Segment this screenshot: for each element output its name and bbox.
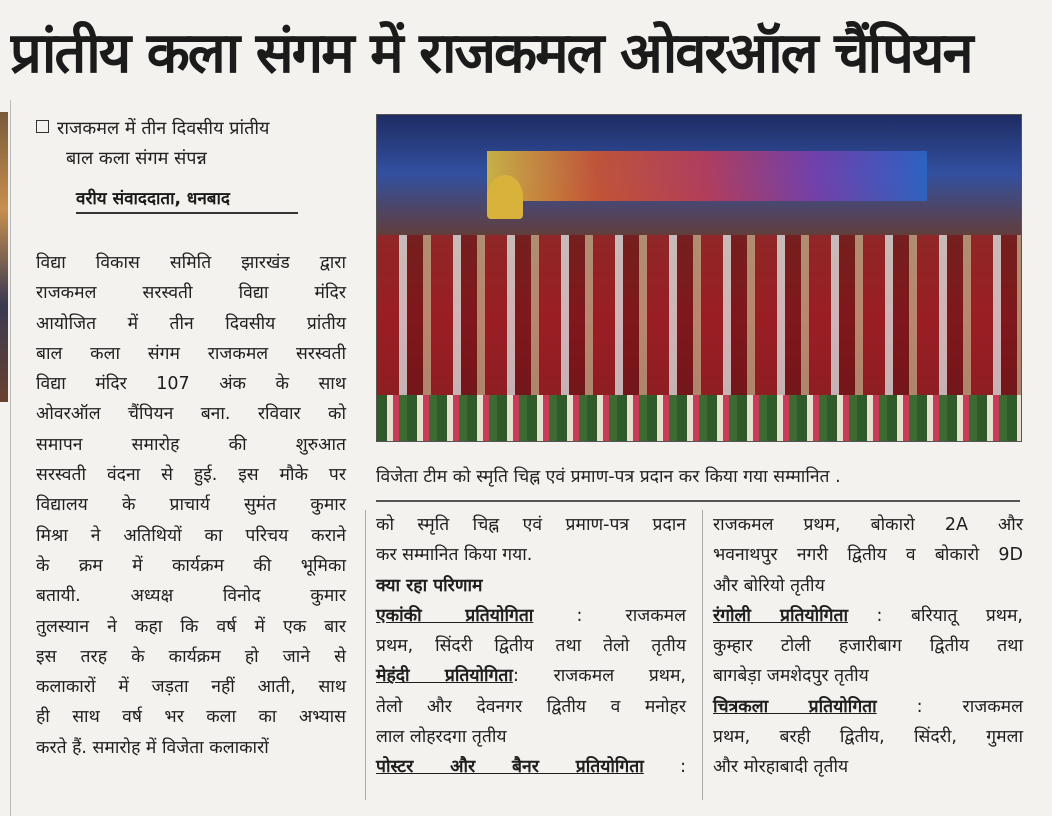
text-line: इस तरह के कार्यक्रम हो जाने से	[36, 646, 346, 667]
students-group	[377, 235, 1021, 405]
text-line: कर सम्मानित किया गया.	[376, 545, 533, 566]
checkbox-bullet-icon	[36, 120, 49, 133]
adjacent-photo-edge	[0, 112, 8, 402]
text-line: बतायी. अध्यक्ष विनोद कुमार	[36, 586, 346, 607]
text-line: आयोजित में तीन दिवसीय प्रांतीय	[36, 313, 346, 334]
headline: प्रांतीय कला संगम में राजकमल ओवरऑल चैंपियन	[10, 21, 972, 86]
text-line	[713, 692, 1023, 722]
text-line: विद्यालय के प्राचार्य सुमंत कुमार	[36, 495, 346, 516]
text-line	[376, 752, 686, 782]
text-line: मिश्रा ने अतिथियों का परिचय कराने	[36, 525, 346, 546]
text-fragment: : राजकमल	[876, 696, 1024, 717]
flower-decoration	[377, 395, 1021, 441]
text-fragment: : राजकमल	[533, 605, 686, 626]
caption-divider	[376, 500, 1020, 502]
deck	[36, 114, 356, 174]
text-line	[376, 601, 686, 631]
deck-line-2: बाल कला संगम संपन्न	[66, 148, 207, 169]
text-fragment: : राजकमल प्रथम,	[512, 666, 686, 687]
text-line: भवनाथपुर नगरी द्वितीय व बोकारो 9D	[713, 545, 1023, 566]
byline: वरीय संवाददाता, धनबाद	[76, 186, 298, 214]
text-line: ओवरऑल चैंपियन बना. रविवार को	[36, 404, 346, 425]
text-line: तुलस्यान ने कहा कि वर्ष में एक बार	[36, 616, 346, 637]
text-fragment: : बरियातू प्रथम,	[848, 605, 1023, 626]
text-line: सरस्वती वंदना से हुई. इस मौके पर	[36, 465, 346, 486]
category-label: एकांकी प्रतियोगिता	[376, 605, 534, 626]
award-ceremony-photo	[376, 114, 1022, 442]
text-line	[713, 601, 1023, 631]
text-line: करते हैं. समारोह में विजेता कलाकारों	[36, 737, 269, 758]
text-line: ही साथ वर्ष भर कला का अभ्यास	[36, 707, 346, 728]
trophy-icon	[487, 175, 523, 219]
result-heading: क्या रहा परिणाम	[376, 575, 483, 596]
text-line: बागबेड़ा जमशेदपुर तृतीय	[713, 666, 869, 687]
article-column-3	[713, 510, 1023, 783]
adjacent-article-edge	[0, 100, 11, 816]
text-line: को स्मृति चिह्न एवं प्रमाण-पत्र प्रदान	[376, 515, 686, 535]
text-line	[376, 661, 686, 691]
text-line: कुम्हार टोली हजारीबाग द्वितीय तथा	[713, 636, 1023, 657]
category-label: चित्रकला प्रतियोगिता	[713, 696, 877, 717]
text-line: विद्या विकास समिति झारखंड द्वारा	[36, 253, 346, 273]
text-line: के क्रम में कार्यक्रम की भूमिका	[36, 555, 346, 576]
article-column-1	[36, 248, 346, 763]
text-line: राजकमल प्रथम, बोकारो 2A और	[713, 515, 1023, 535]
category-label: मेहंदी प्रतियोगिता	[376, 666, 513, 687]
deck-line-1: राजकमल में तीन दिवसीय प्रांतीय	[57, 118, 270, 139]
text-fragment: :	[643, 757, 686, 778]
text-line: तेलो और देवनगर द्वितीय व मनोहर	[376, 696, 686, 717]
category-label: पोस्टर और बैनर प्रतियोगिता	[376, 757, 644, 778]
text-line: और मोरहाबादी तृतीय	[713, 757, 849, 778]
text-line: समापन समारोह की शुरुआत	[36, 434, 346, 455]
text-line: और बोरियो तृतीय	[713, 575, 825, 596]
category-label: रंगोली प्रतियोगिता	[713, 605, 849, 626]
column-divider	[365, 510, 366, 800]
text-line: बाल कला संगम राजकमल सरस्वती	[36, 343, 346, 364]
text-line: राजकमल सरस्वती विद्या मंदिर	[36, 283, 346, 304]
text-line: कलाकारों में जड़ता नहीं आती, साथ	[36, 677, 346, 698]
text-line: लाल लोहरदगा तृतीय	[376, 727, 507, 748]
text-line: प्रथम, सिंदरी द्वितीय तथा तेलो तृतीय	[376, 636, 686, 657]
column-divider	[702, 510, 703, 800]
photo-caption: विजेता टीम को स्मृति चिह्न एवं प्रमाण-पत्र प्रदान कर किया गया सम्मानित .	[376, 467, 841, 487]
text-line: प्रथम, बरही द्वितीय, सिंदरी, गुमला	[713, 727, 1023, 748]
stage-banner	[487, 151, 927, 201]
text-line: विद्या मंदिर 107 अंक के साथ	[36, 374, 346, 395]
article-column-2	[376, 510, 686, 783]
